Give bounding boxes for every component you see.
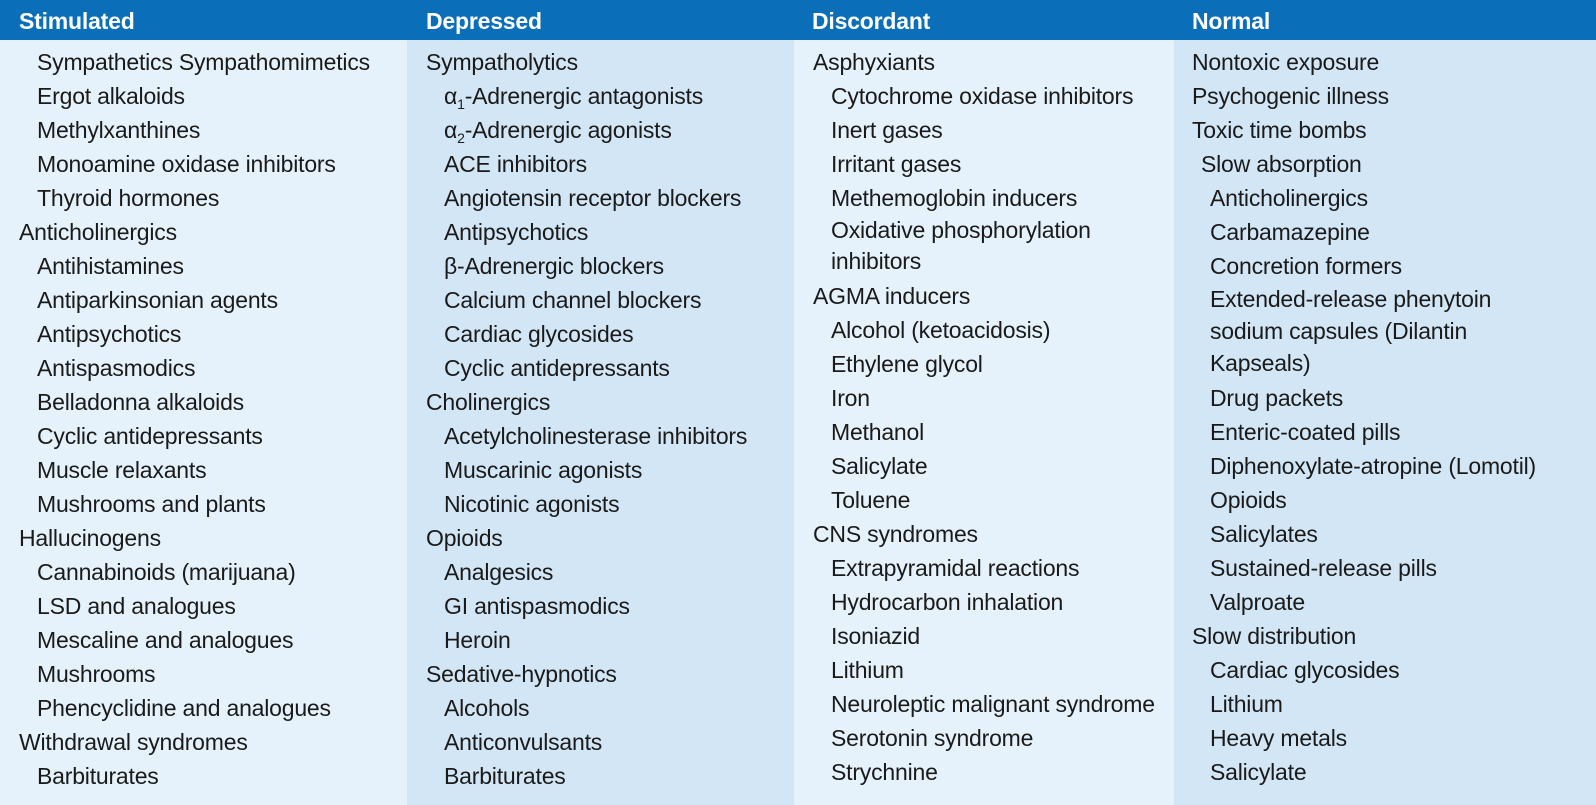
item-text: Cardiac glycosides	[1210, 657, 1400, 683]
item-text: Withdrawal syndromes	[19, 729, 248, 755]
list-item	[1192, 181, 1532, 215]
list-item	[426, 113, 791, 147]
list-item	[426, 147, 791, 181]
item-text: LSD and analogues	[37, 593, 236, 619]
item-text: Hydrocarbon inhalation	[831, 589, 1064, 615]
list-item	[426, 453, 791, 487]
item-text: Muscle relaxants	[37, 457, 207, 483]
list-item	[19, 487, 404, 521]
list-item	[813, 415, 1168, 449]
category-heading	[1192, 45, 1532, 79]
item-text: Toluene	[831, 487, 911, 513]
list-item	[19, 385, 404, 419]
list-item	[426, 589, 791, 623]
item-text: -Adrenergic blockers	[457, 253, 664, 279]
item-text: Belladonna alkaloids	[37, 389, 244, 415]
item-text: Calcium channel blockers	[444, 287, 702, 313]
item-text: Cytochrome oxidase inhibitors	[831, 83, 1134, 109]
list-item	[813, 313, 1168, 347]
item-text: Thyroid hormones	[37, 185, 220, 211]
list-item	[19, 589, 404, 623]
list-item	[813, 181, 1168, 215]
list-item	[19, 45, 404, 79]
list-item	[426, 725, 791, 759]
list-item	[1192, 249, 1532, 283]
item-text: CNS syndromes	[813, 521, 978, 547]
list-item	[19, 113, 404, 147]
list-item	[813, 653, 1168, 687]
list-item	[813, 215, 1168, 279]
list-item	[426, 283, 791, 317]
list-item	[813, 347, 1168, 381]
category-heading	[813, 279, 1168, 313]
list-item	[426, 691, 791, 725]
item-text: Nicotinic agonists	[444, 491, 620, 517]
list-item	[813, 619, 1168, 653]
header-discordant: Discordant	[812, 8, 931, 34]
greek-prefix: α	[444, 117, 458, 143]
item-text: Carbamazepine	[1210, 219, 1370, 245]
category-heading	[426, 521, 791, 555]
list-item	[813, 113, 1168, 147]
list-item	[19, 79, 404, 113]
item-text: Opioids	[426, 525, 503, 551]
list-item	[1192, 653, 1532, 687]
item-text: Oxidative phosphorylation inhibitors	[831, 217, 1091, 274]
item-text: Barbiturates	[444, 763, 566, 789]
category-heading	[1192, 113, 1532, 147]
list-item	[1192, 721, 1532, 755]
item-text: Sedative-hypnotics	[426, 661, 617, 687]
list-item	[1192, 283, 1532, 381]
item-text: Anticholinergics	[1210, 185, 1368, 211]
item-text: Angiotensin receptor blockers	[444, 185, 742, 211]
item-text: Lithium	[1210, 691, 1283, 717]
item-text: Muscarinic agonists	[444, 457, 643, 483]
item-text: Slow absorption	[1201, 151, 1362, 177]
item-text: Mescaline and analogues	[37, 627, 294, 653]
item-text: Heavy metals	[1210, 725, 1347, 751]
list-item	[19, 453, 404, 487]
column-stimulated	[19, 45, 404, 793]
item-text: Analgesics	[444, 559, 554, 585]
header-stimulated: Stimulated	[19, 8, 135, 34]
item-text: Asphyxiants	[813, 49, 935, 75]
header-depressed: Depressed	[426, 8, 542, 34]
category-heading	[426, 45, 791, 79]
list-item	[813, 585, 1168, 619]
list-item	[19, 691, 404, 725]
item-text: Irritant gases	[831, 151, 962, 177]
list-item	[426, 759, 791, 793]
category-heading	[426, 657, 791, 691]
item-text: Salicylates	[1210, 521, 1318, 547]
list-item	[1192, 755, 1532, 789]
list-item	[19, 317, 404, 351]
item-text: Strychnine	[831, 759, 938, 785]
list-item	[1192, 687, 1532, 721]
list-item	[426, 487, 791, 521]
category-heading	[813, 45, 1168, 79]
item-text: -Adrenergic agonists	[464, 117, 672, 143]
item-text: Lithium	[831, 657, 904, 683]
list-item	[813, 381, 1168, 415]
list-item	[813, 721, 1168, 755]
list-item	[1192, 483, 1532, 517]
item-text: Cholinergics	[426, 389, 551, 415]
item-text: Cyclic antidepressants	[37, 423, 263, 449]
greek-prefix: α	[444, 83, 458, 109]
item-text: Mushrooms and plants	[37, 491, 266, 517]
item-text: Enteric-coated pills	[1210, 419, 1401, 445]
item-text: Ethylene glycol	[831, 351, 983, 377]
category-heading	[19, 725, 404, 759]
item-text: Salicylate	[831, 453, 928, 479]
list-item	[426, 215, 791, 249]
list-item	[426, 249, 791, 283]
item-text: Toxic time bombs	[1192, 117, 1367, 143]
item-text: Inert gases	[831, 117, 943, 143]
category-heading	[19, 521, 404, 555]
list-item	[426, 623, 791, 657]
item-text: Methylxanthines	[37, 117, 201, 143]
subscript: 1	[457, 96, 465, 112]
item-text: Salicylate	[1210, 759, 1307, 785]
item-text: Alcohol (ketoacidosis)	[831, 317, 1051, 343]
list-item	[813, 551, 1168, 585]
item-text: Acetylcholinesterase inhibitors	[444, 423, 748, 449]
list-item	[19, 351, 404, 385]
list-item	[426, 555, 791, 589]
list-item	[426, 317, 791, 351]
list-item	[19, 419, 404, 453]
category-heading	[1192, 619, 1532, 653]
list-item	[813, 79, 1168, 113]
item-text: Heroin	[444, 627, 511, 653]
item-text: Methemoglobin inducers	[831, 185, 1078, 211]
item-text: Mushrooms	[37, 661, 156, 687]
list-item	[19, 249, 404, 283]
item-text: Neuroleptic malignant syndrome	[831, 691, 1155, 717]
item-text: Phencyclidine and analogues	[37, 695, 331, 721]
item-text: Antiparkinsonian agents	[37, 287, 278, 313]
item-text: Sustained-release pills	[1210, 555, 1437, 581]
column-depressed	[426, 45, 791, 793]
item-text: Cyclic antidepressants	[444, 355, 670, 381]
list-item	[19, 759, 404, 793]
item-text: Hallucinogens	[19, 525, 161, 551]
greek-prefix: β	[444, 253, 458, 279]
column-normal	[1192, 45, 1536, 789]
item-text: Opioids	[1210, 487, 1287, 513]
item-text: Extrapyramidal reactions	[831, 555, 1080, 581]
item-text: Sympatholytics	[426, 49, 578, 75]
item-text: Concretion formers	[1210, 253, 1402, 279]
category-heading	[19, 215, 404, 249]
list-item	[1192, 517, 1532, 551]
item-text: Valproate	[1210, 589, 1305, 615]
column-discordant	[813, 45, 1168, 789]
item-text: Antipsychotics	[37, 321, 182, 347]
item-text: Antihistamines	[37, 253, 184, 279]
item-text: Barbiturates	[37, 763, 159, 789]
item-text: Nontoxic exposure	[1192, 49, 1380, 75]
item-text: Iron	[831, 385, 870, 411]
item-text: Antipsychotics	[444, 219, 589, 245]
list-item	[813, 449, 1168, 483]
item-text: Antispasmodics	[37, 355, 196, 381]
table-header	[0, 0, 1596, 40]
item-text: Serotonin syndrome	[831, 725, 1034, 751]
item-text: Drug packets	[1210, 385, 1344, 411]
header-normal: Normal	[1192, 8, 1271, 34]
item-text: Sympathetics Sympathomimetics	[37, 49, 370, 75]
item-text: Anticonvulsants	[444, 729, 603, 755]
list-item	[19, 555, 404, 589]
item-text: -Adrenergic antagonists	[464, 83, 704, 109]
list-item	[426, 351, 791, 385]
list-item	[813, 687, 1168, 721]
item-text: Diphenoxylate-atropine (Lomotil)	[1210, 453, 1536, 479]
list-item	[1192, 585, 1532, 619]
item-text: Cardiac glycosides	[444, 321, 634, 347]
list-item	[1192, 449, 1536, 483]
item-text: Alcohols	[444, 695, 530, 721]
list-item	[1192, 215, 1532, 249]
list-item	[426, 419, 791, 453]
item-text: Isoniazid	[831, 623, 920, 649]
list-item	[426, 79, 791, 113]
list-item	[1192, 415, 1532, 449]
category-heading	[813, 517, 1168, 551]
item-text: Extended-release phenytoin sodium capsules (Dilantin Kapseals)	[1210, 286, 1492, 376]
category-heading	[1192, 79, 1532, 113]
item-text: Cannabinoids (marijuana)	[37, 559, 296, 585]
list-item	[19, 147, 404, 181]
subscript: 2	[457, 130, 465, 146]
list-item	[1192, 551, 1532, 585]
item-text: Anticholinergics	[19, 219, 177, 245]
category-heading	[426, 385, 791, 419]
list-item	[19, 623, 404, 657]
list-item	[813, 755, 1168, 789]
list-item	[19, 657, 404, 691]
list-item	[1192, 381, 1532, 415]
list-item	[1192, 147, 1532, 181]
list-item	[19, 283, 404, 317]
item-text: Methanol	[831, 419, 925, 445]
list-item	[426, 181, 791, 215]
item-text: Monoamine oxidase inhibitors	[37, 151, 336, 177]
item-text: Slow distribution	[1192, 623, 1357, 649]
item-text: AGMA inducers	[813, 283, 971, 309]
list-item	[813, 483, 1168, 517]
list-item	[19, 181, 404, 215]
list-item	[813, 147, 1168, 181]
item-text: Psychogenic illness	[1192, 83, 1389, 109]
item-text: ACE inhibitors	[444, 151, 587, 177]
item-text: GI antispasmodics	[444, 593, 630, 619]
item-text: Ergot alkaloids	[37, 83, 185, 109]
